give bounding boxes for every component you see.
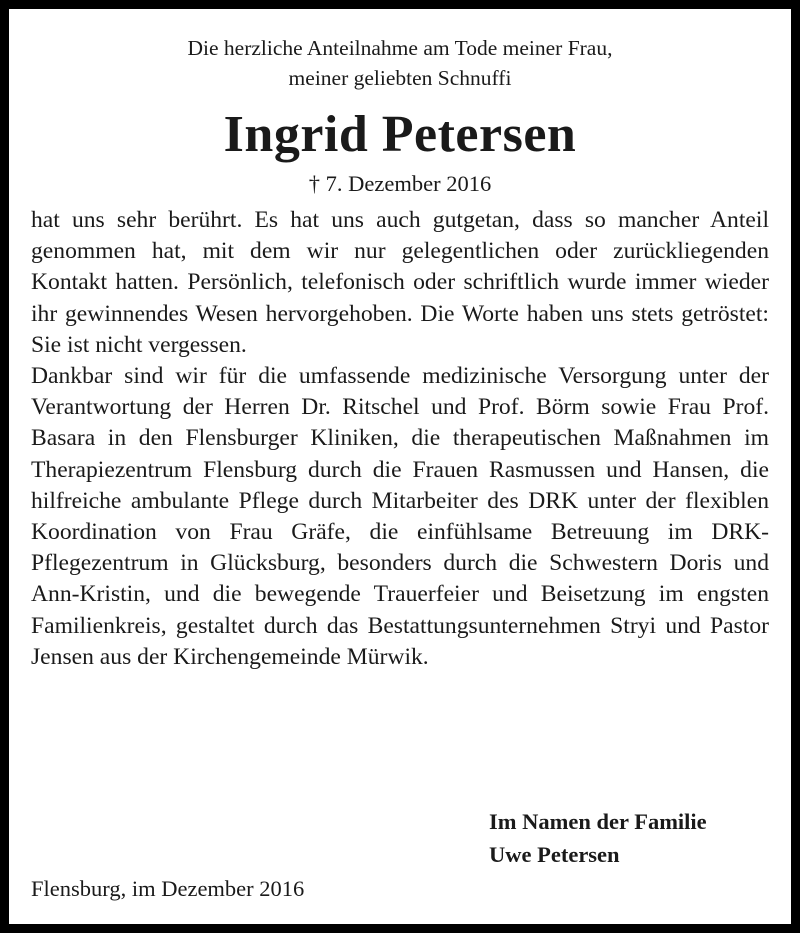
death-date: † 7. Dezember 2016 [308,171,492,196]
signature-line-1: Im Namen der Familie [489,809,707,834]
place-date: Flensburg, im Dezember 2016 [31,876,305,901]
intro-line-2: meiner geliebten Schnuffi [288,66,512,90]
deceased-name: Ingrid Petersen [223,106,577,163]
paragraph-gratitude: Dankbar sind wir für die umfassende medizinische Versorgung unter der Verantwortung der Herren Dr. Ritschel und Prof. Börm sowie Frau Prof. Basara in den Flensburger Kliniken, die therapeutischen Maßnahmen im Therapiezentrum Flensburg durch die Frauen Rasmussen und Hansen, die hilfreiche ambulante Pflege durch Mitarbeiter des DRK unter der flexiblen Koordination von Frau Gräfe, die einfühlsame Betreuung im DRK-Pflegezentrum in Glücksburg, besonders durch die Schwestern Doris und Ann-Kristin, und die bewegende Trauerfeier und Beisetzung im engsten Familienkreis, gestaltet durch das Bestattungsunternehmen Stryi und Pastor Jensen aus der Kirchengemeinde Mürwik. [31,363,769,670]
paragraph-thanks: hat uns sehr berührt. Es hat uns auch gutgetan, dass so mancher Anteil genommen hat, mit dem wir nur gelegentlichen oder zurückliegenden Kontakt hatten. Persönlich, telefonisch oder schriftlich wurde immer wieder ihr gewinnendes Wesen hervorgehoben. Die Worte haben uns stets getröstet: Sie ist nicht vergessen. [31,207,769,358]
obituary-notice [9,9,791,924]
notice-body [31,205,769,673]
intro-line-1: Die herzliche Anteilnahme am Tode meiner Frau, [187,36,613,60]
signature [489,805,707,871]
signature-line-2: Uwe Petersen [489,842,620,867]
intro-text [9,33,791,93]
